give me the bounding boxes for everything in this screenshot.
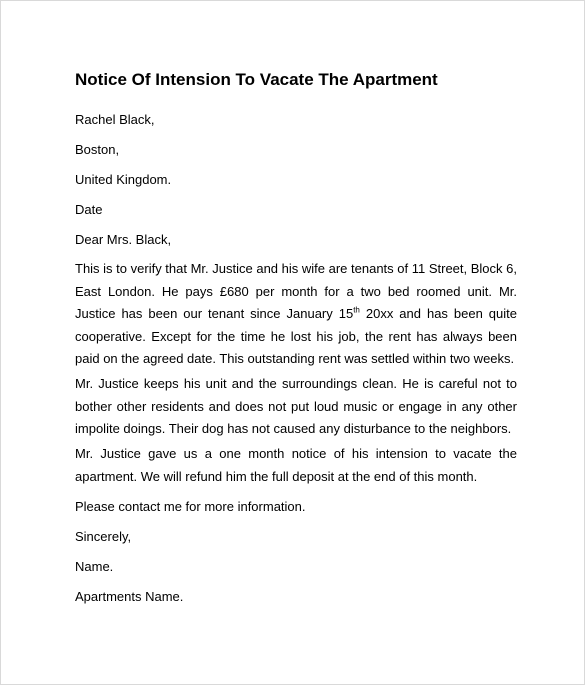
paragraph-notice: Mr. Justice gave us a one month notice of his intension to vacate the apartment. We will refund him the full deposit at the end of this month.: [75, 446, 517, 484]
contact-line: Please contact me for more information.: [75, 499, 306, 514]
salutation: Dear Mrs. Black,: [75, 232, 172, 247]
paragraph-verification-part-1: This is to verify that Mr. Justice and his wife are tenants of 11 Street, Block 6, East London. He pays £680 per month for a two bed roomed unit. Mr. Justice has been our tenant since January 15: [75, 261, 517, 321]
paragraph-verification-part-2: 20xx and has been quite cooperative. Except for the time he lost his job, the rent has always been paid on the agreed date. This outstanding rent was settled within two weeks.: [75, 306, 517, 366]
letter-body: [75, 69, 517, 619]
signature-company: Apartments Name.: [75, 589, 184, 604]
document-title: Notice Of Intension To Vacate The Apartment: [75, 70, 438, 89]
date-label: Date: [75, 202, 103, 217]
sender-name: Rachel Black,: [75, 112, 155, 127]
sender-city: Boston,: [75, 142, 120, 157]
sender-country: United Kingdom.: [75, 172, 172, 187]
paragraph-verification: [75, 258, 517, 371]
closing: Sincerely,: [75, 529, 132, 544]
date-ordinal-suffix: th: [353, 305, 360, 315]
paragraph-conduct: Mr. Justice keeps his unit and the surroundings clean. He is careful not to bother other residents and does not put loud music or engage in any other impolite doings. Their dog has not caused any disturbance to the neighbors.: [75, 376, 517, 436]
signature-name: Name.: [75, 559, 114, 574]
